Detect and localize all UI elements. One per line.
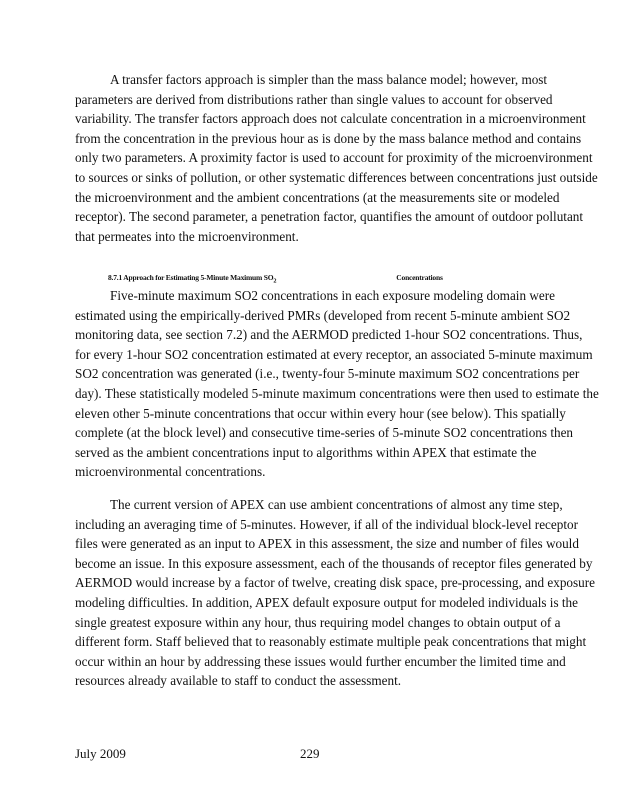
footer-page-number: 229 [300,746,320,761]
section-heading-subscript: 2 [273,277,277,285]
section-heading-text: 8.7.1 Approach for Estimating 5-Minute Maximum SO [108,273,274,282]
section-heading-tail: Concentrations [396,273,443,282]
paragraph-apex-version: The current version of APEX can use ambient concentrations of almost any time step, including an averaging time of 5-minutes. However, if all of the individual block-level receptor files were generated as an input to APEX in this assessment, the size and number of files would become an issue. In this exposure assessment, each of the thousands of receptor files generated by AERMOD would increase by a factor of twelve, creating disk space, pre-processing, and exposure modeling difficulties. In addition, APEX default exposure output for modeled individuals is the single greatest exposure within any hour, thus requiring model changes to obtain output of a different form. Staff believed that to reasonably estimate multiple peak concentrations that might occur within an hour by addressing these issues would further encumber the limited time and resources already available to staff to conduct the assessment. [75,497,595,689]
paragraph-5min-approach: Five-minute maximum SO2 concentrations in each exposure modeling domain were estimated using the empirically-derived PMRs (developed from recent 5-minute ambient SO2 monitoring data, see section 7.2) and the AERMOD predicted 1-hour SO2 concentrations. Thus, for every 1-hour SO2 concentration estimated at every receptor, an associated 5-minute maximum SO2 concentration was generated (i.e., twenty-four 5-minute maximum SO2 concentrations per day). These statistically modeled 5-minute maximum concentrations were then used to estimate the eleven other 5-minute concentrations that occur within every hour (see below). This spatially complete (at the block level) and consecutive time-series of 5-minute SO2 concentrations then served as the ambient concentrations input to algorithms within APEX that estimate the microenvironmental concentrations. [75,288,599,480]
footer-date: July 2009 [75,746,126,761]
paragraph-transfer-factors: A transfer factors approach is simpler than the mass balance model; however, most parameters are derived from distributions rather than single values to account for observed variability. The transfer factors approach does not calculate concentration in a microenvironment from the concentration in the previous hour as is done by the mass balance method and contains only two parameters. A proximity factor is used to account for proximity of the microenvironment to sources or sinks of pollution, or other systematic differences between concentrations just outside the microenvironment and the ambient concentrations (at the measurements site or modeled receptor). The second parameter, a penetration factor, quantifies the amount of outdoor pollutant that permeates into the microenvironment. [75,72,598,244]
section-heading [108,273,528,285]
